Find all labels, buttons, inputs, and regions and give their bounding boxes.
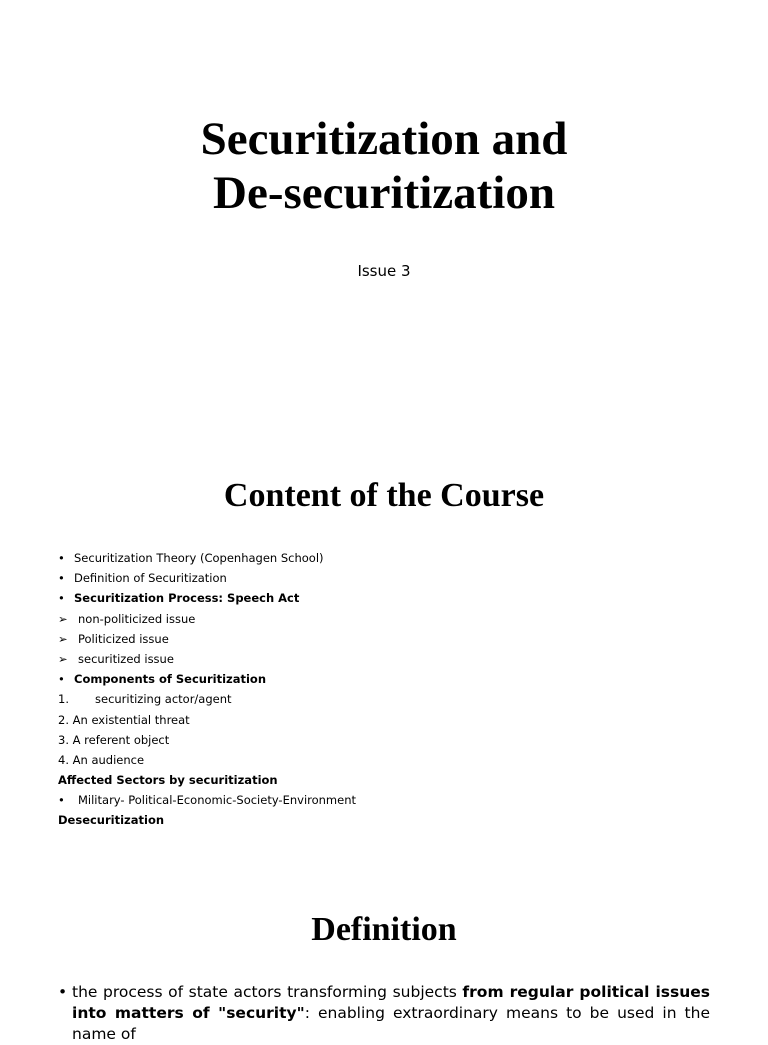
- list-item: [58, 669, 728, 689]
- subtitle: Issue 3: [357, 262, 411, 280]
- list-item-text: 4. An audience: [58, 752, 145, 767]
- list-item-text: Politicized issue: [78, 631, 169, 646]
- bullet-marker: •: [58, 551, 65, 565]
- content-title: Content of the Course: [223, 477, 545, 514]
- list-item: [58, 710, 728, 730]
- definition-text-part2: : enabling extraordinary means to be used in the name of: [72, 1004, 710, 1043]
- content-list: [58, 548, 728, 831]
- list-item-text: Definition of Securitization: [74, 571, 227, 586]
- definition-text: [58, 982, 710, 1045]
- definition-text-bold: from regular political issues into matters of "security": [72, 983, 711, 1022]
- list-item: [58, 689, 728, 709]
- main-title: [0, 112, 768, 220]
- list-item: [58, 770, 728, 790]
- list-item: [58, 750, 728, 770]
- bullet-marker: •: [58, 571, 65, 586]
- list-item: [58, 548, 728, 568]
- definition-slide: [0, 890, 768, 1043]
- list-item: [58, 568, 728, 588]
- list-item-text: Desecuritization: [58, 813, 165, 828]
- main-title-line1: Securitization and: [200, 113, 568, 165]
- bullet-marker: •: [58, 591, 65, 606]
- list-item: [58, 810, 728, 830]
- definition-text-part1: the process of state actors transforming subjects: [72, 983, 463, 1001]
- main-title-line2: De-securitization: [213, 167, 555, 219]
- title-slide: [0, 0, 768, 440]
- bullet-marker: •: [58, 793, 65, 808]
- list-item-text: Components of Securitization: [74, 672, 267, 687]
- list-item-text: Military- Political-Economic-Society-Environment: [78, 793, 357, 808]
- content-slide: [0, 440, 768, 890]
- list-item: [58, 629, 728, 649]
- list-item: [58, 588, 728, 608]
- list-item-text: 3. A referent object: [58, 732, 170, 747]
- list-item-text: Securitization Process: Speech Act: [74, 591, 300, 606]
- list-item-text: non-politicized issue: [78, 611, 196, 626]
- list-item-text: securitized issue: [78, 651, 174, 666]
- list-item: [58, 790, 728, 810]
- list-item: [58, 730, 728, 750]
- number-marker: 1.: [58, 692, 69, 707]
- list-item: [58, 609, 728, 629]
- list-item-text: 2. An existential threat: [58, 712, 190, 727]
- definition-body: [58, 982, 710, 1045]
- bullet-marker: •: [58, 983, 68, 1001]
- list-item: [58, 649, 728, 669]
- arrow-bullet-icon: ➢: [58, 631, 68, 646]
- list-item-text: Securitization Theory (Copenhagen School): [74, 551, 324, 565]
- list-item-text: Affected Sectors by securitization: [58, 773, 278, 788]
- bullet-marker: •: [58, 672, 65, 687]
- arrow-bullet-icon: ➢: [58, 651, 68, 666]
- arrow-bullet-icon: ➢: [58, 611, 68, 626]
- definition-title: Definition: [311, 911, 457, 948]
- list-item-text: securitizing actor/agent: [95, 692, 232, 707]
